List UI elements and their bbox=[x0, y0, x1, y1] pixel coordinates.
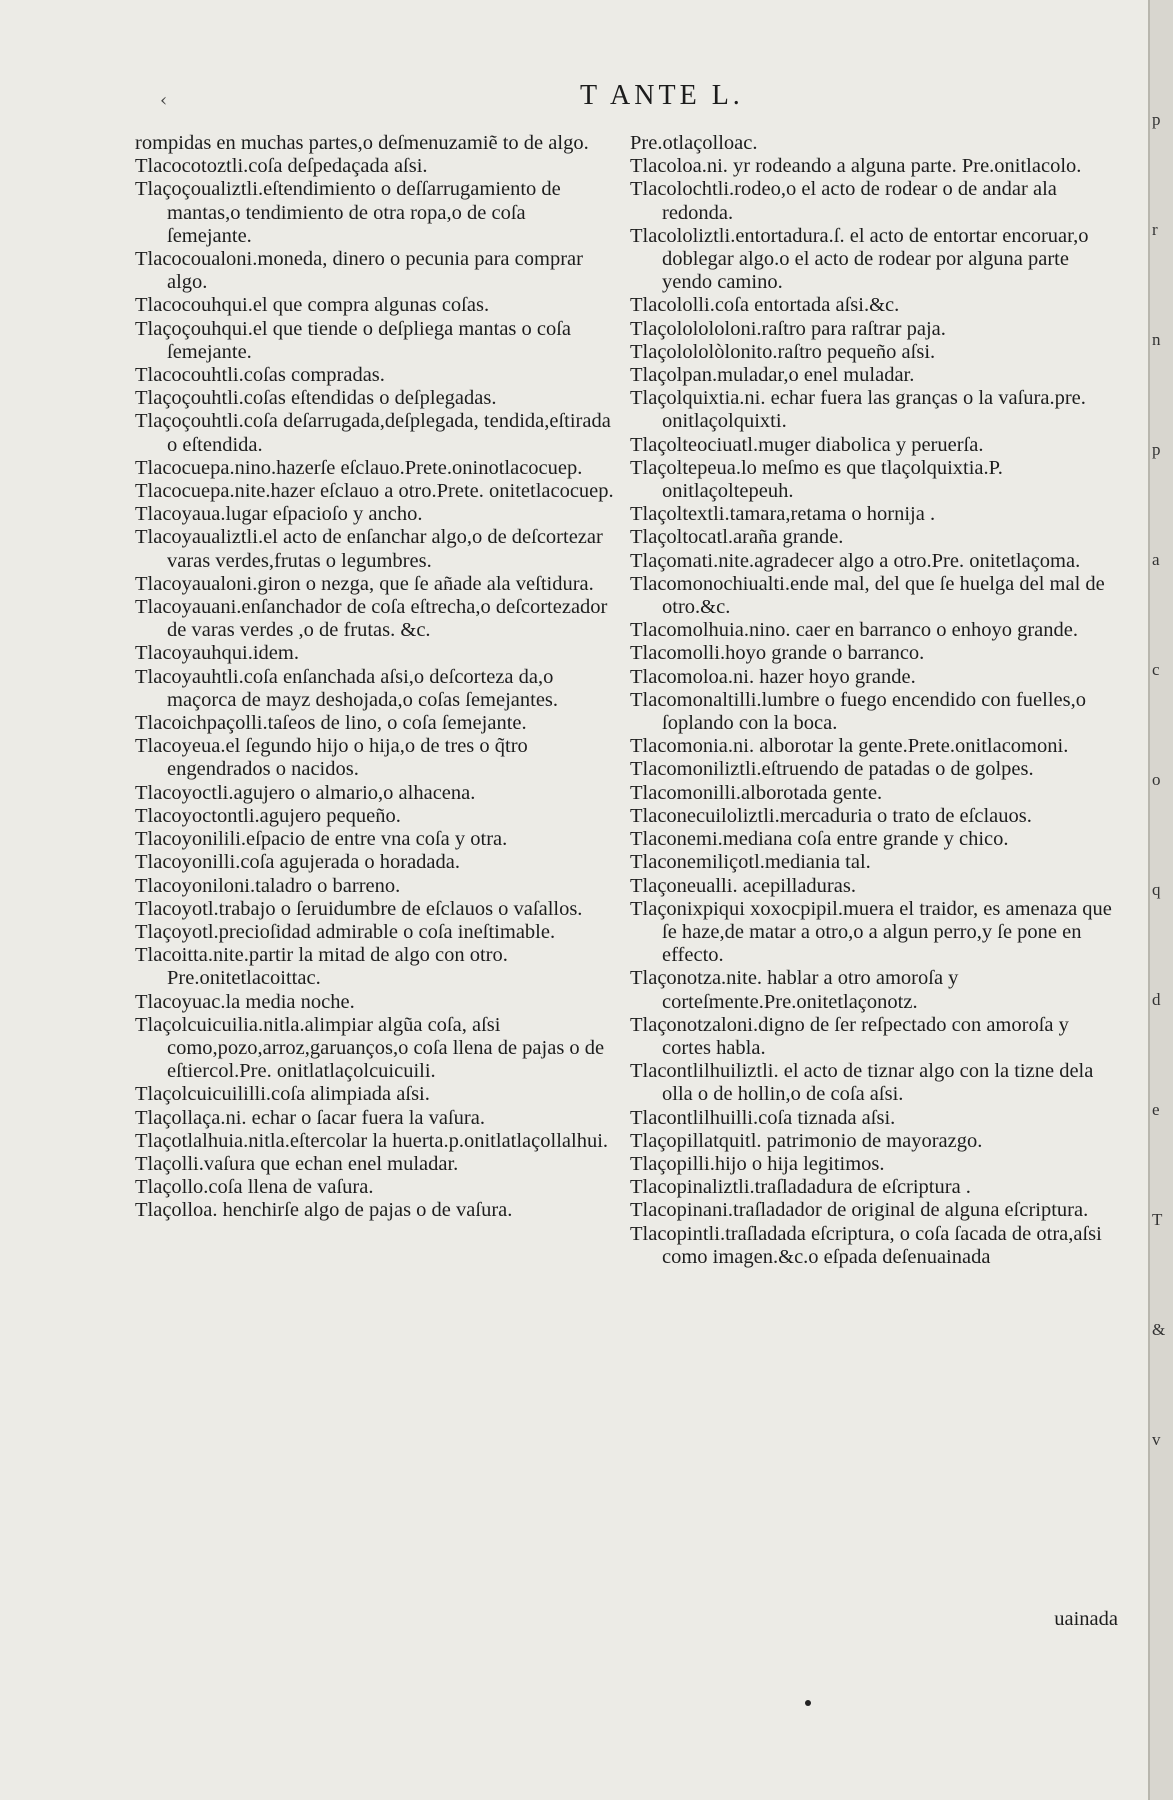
dictionary-entry: Tlacomonochiualti.ende mal, del que ſe huelga del mal de otro.&c. bbox=[630, 572, 1105, 619]
dictionary-entry: Pre.otlaçolloac. bbox=[630, 132, 758, 154]
dictionary-entry: Tlacoyuac.la media noche. bbox=[135, 990, 355, 1013]
dictionary-entry: Tlacocuepa.nino.hazerſe eſclauo.Prete.oninotlacocuep. bbox=[135, 456, 583, 479]
dictionary-entry: Tlaçomati.nite.agradecer algo a otro.Pre. onitetlaçoma. bbox=[630, 549, 1081, 572]
dictionary-entry: Tlacontlilhuiliztli. el acto de tiznar algo con la tizne dela olla o de hollin,o de coſa aſsi. bbox=[630, 1060, 1094, 1106]
dictionary-entry: Tlaçollaça.ni. echar o ſacar fuera la vaſura. bbox=[135, 1106, 485, 1129]
dictionary-entry: Tlacontlilhuilli.coſa tiznada aſsi. bbox=[630, 1106, 896, 1129]
dictionary-entry: Tlaconemiliçotl.mediania tal. bbox=[630, 851, 871, 874]
dictionary-entry: Tlaçoçouhtli.coſa deſarrugada,deſplegada, tendida,eſtirada o eſtendida. bbox=[135, 410, 611, 456]
dictionary-entry: Tlaçoçouhqui.el que tiende o deſpliega mantas o coſa ſemejante. bbox=[135, 317, 572, 363]
catchword: uainada bbox=[1054, 1608, 1118, 1630]
dictionary-entry: Tlacoyeua.el ſegundo hijo o hija,o de tres o q̃tro engendrados o nacidos. bbox=[135, 735, 528, 781]
dictionary-entry: Tlaçoyotl.precioſidad admirable o coſa ineſtimable. bbox=[135, 920, 556, 943]
dictionary-entry: Tlacoyonilli.coſa agujerada o horadada. bbox=[135, 851, 461, 874]
dictionary-entry: Tlaconemi.mediana coſa entre grande y chico. bbox=[630, 828, 1009, 851]
dictionary-entry: Tlacololiztli.entortadura.ſ. el acto de entortar encoruar,o doblegar algo.o el acto de rodear por alguna parte yendo camino. bbox=[630, 224, 1089, 294]
dictionary-entry: Tlaçolcuicuilia.nitla.alimpiar algũa coſa, aſsi como,pozo,arroz,garuanços,o coſa llena de pajas o de eſtiercol.Pre. onitlatlaçolcuicuili. bbox=[135, 1013, 605, 1083]
dictionary-entry: Tlacoyaualoni.giron o nezga, que ſe añade ala veſtidura. bbox=[135, 572, 594, 595]
dictionary-entry: Tlaçoltocatl.araña grande. bbox=[630, 526, 844, 549]
adjacent-page-edge bbox=[1148, 0, 1173, 1800]
dictionary-entry: Tlacomolli.hoyo grande o barranco. bbox=[630, 642, 925, 665]
printer-mark-dot bbox=[805, 1700, 811, 1706]
dictionary-entry: Tlacolochtli.rodeo,o el acto de rodear o de andar ala redonda. bbox=[630, 178, 1057, 224]
dictionary-entry: Tlaçolquixtia.ni. echar fuera las granças o la vaſura.pre. onitlaçolquixti. bbox=[630, 387, 1086, 433]
dictionary-entry: Tlacoloa.ni. yr rodeando a alguna parte. Pre.onitlacolo. bbox=[630, 155, 1082, 178]
edge-fragment: q bbox=[1152, 880, 1161, 899]
dictionary-entry: Tlacocouhqui.el que compra algunas coſas. bbox=[135, 294, 490, 317]
edge-fragment: c bbox=[1152, 660, 1160, 679]
dictionary-entry: Tlacopinani.traſladador de original de alguna eſcriptura. bbox=[630, 1199, 1089, 1222]
dictionary-entry: Tlaconecuiloliztli.mercaduria o trato de eſclauos. bbox=[630, 804, 1032, 827]
dictionary-entry: Tlacoyaua.lugar eſpacioſo y ancho. bbox=[135, 503, 423, 526]
dictionary-entry: Tlacoyaualiztli.el acto de enſanchar algo,o de deſcortezar varas verdes,frutas o legumbres. bbox=[135, 526, 603, 572]
dictionary-entry: Tlacoyoctontli.agujero pequeño. bbox=[135, 804, 401, 827]
dictionary-entry: Tlaçolololòlonito.raſtro pequeño aſsi. bbox=[630, 340, 936, 363]
dictionary-entry: Tlaçopillatquitl. patrimonio de mayorazgo. bbox=[630, 1129, 983, 1152]
running-header bbox=[0, 80, 1148, 120]
dictionary-entry: Tlacomoloa.ni. hazer hoyo grande. bbox=[630, 665, 916, 688]
page-title: T ANTE L. bbox=[580, 80, 744, 111]
dictionary-entry: Tlacoyotl.trabajo o ſeruidumbre de eſclauos o vaſallos. bbox=[135, 897, 583, 920]
dictionary-entry: Tlacomoniliztli.eſtruendo de patadas o de golpes. bbox=[630, 758, 1034, 781]
dictionary-entry: Tlacocoualoni.moneda, dinero o pecunia para comprar algo. bbox=[135, 248, 583, 294]
edge-fragment: p bbox=[1152, 110, 1161, 129]
dictionary-entry: Tlacocuepa.nite.hazer eſclauo a otro.Prete. onitetlacocuep. bbox=[135, 480, 614, 503]
dictionary-entry: Tlaçopilli.hijo o hija legitimos. bbox=[630, 1152, 885, 1175]
dictionary-entry: Tlacocouhtli.coſas compradas. bbox=[135, 364, 385, 387]
dictionary-entry: Tlacopintli.traſladada eſcriptura, o coſa ſacada de otra,aſsi como imagen.&c.o eſpada deſenuainada bbox=[630, 1222, 1102, 1268]
dictionary-entry: Tlaçoçoualiztli.eſtendimiento o deſſarrugamiento de mantas,o tendimiento de otra ropa,o de coſa ſemejante. bbox=[135, 178, 561, 247]
dictionary-entry: Tlaçolloa. henchirſe algo de pajas o de vaſura. bbox=[135, 1199, 513, 1222]
dictionary-entry: rompidas en muchas partes,o deſmenuzamiẽ to de algo. bbox=[135, 132, 589, 154]
dictionary-entry: Tlacoyoniloni.taladro o barreno. bbox=[135, 874, 401, 897]
edge-fragment: e bbox=[1152, 1100, 1160, 1119]
edge-fragment: d bbox=[1152, 990, 1161, 1009]
edge-fragment: v bbox=[1152, 1430, 1161, 1449]
edge-fragment: o bbox=[1152, 770, 1161, 789]
dictionary-entry: Tlaçonotzaloni.digno de ſer reſpectado con amoroſa y cortes habla. bbox=[630, 1013, 1069, 1059]
dictionary-entry: Tlaçololololoni.raſtro para raſtrar paja. bbox=[630, 317, 946, 340]
dictionary-entry: Tlacopinaliztli.traſladadura de eſcriptura . bbox=[630, 1176, 971, 1199]
dictionary-entry: Tlacololli.coſa entortada aſsi.&c. bbox=[630, 294, 900, 317]
edge-fragment: a bbox=[1152, 550, 1160, 569]
dictionary-entry: Tlaçoneualli. acepilladuras. bbox=[630, 874, 856, 897]
dictionary-entry: Tlaçoltepeua.lo meſmo es que tlaçolquixtia.P. onitlaçoltepeuh. bbox=[630, 456, 1003, 503]
dictionary-entry: Tlaçotlalhuia.nitla.eſtercolar la huerta.p.onitlatlaçollalhui. bbox=[135, 1129, 609, 1152]
dictionary-entry: Tlacomolhuia.nino. caer en barranco o enhoyo grande. bbox=[630, 619, 1078, 642]
dictionary-entry: Tlacoitta.nite.partir la mitad de algo con otro. Pre.onitetlacoittac. bbox=[135, 944, 508, 990]
dictionary-entry: Tlacoichpaçolli.taſeos de lino, o coſa ſemejante. bbox=[135, 712, 527, 735]
left-column bbox=[135, 132, 615, 1223]
dictionary-entry: Tlacoyonilili.eſpacio de entre vna coſa y otra. bbox=[135, 828, 508, 851]
edge-fragment: n bbox=[1152, 330, 1161, 349]
dictionary-entry: Tlaçolcuicuililli.coſa alimpiada aſsi. bbox=[135, 1083, 430, 1106]
dictionary-entry: Tlacoyauani.enſanchador de coſa eſtrecha,o deſcortezador de varas verdes ,o de frutas. &c. bbox=[135, 596, 608, 642]
header-marker: ‹ bbox=[160, 90, 168, 111]
dictionary-entry: Tlacocotoztli.coſa deſpedaçada aſsi. bbox=[135, 155, 428, 178]
dictionary-entry: Tlaçonotza.nite. hablar a otro amoroſa y corteſmente.Pre.onitetlaçonotz. bbox=[630, 967, 959, 1013]
dictionary-entry: Tlacomonia.ni. alborotar la gente.Prete.onitlacomoni. bbox=[630, 735, 1069, 758]
dictionary-entry: Tlacoyauhtli.coſa enſanchada aſsi,o deſcorteza da,o maçorca de mayz deshojada,o coſas ſemejantes. bbox=[135, 665, 559, 711]
edge-fragment: & bbox=[1152, 1320, 1166, 1339]
right-column bbox=[630, 132, 1120, 1269]
edge-fragment: p bbox=[1152, 440, 1161, 459]
dictionary-entry: Tlacomonilli.alborotada gente. bbox=[630, 781, 883, 804]
dictionary-entry: Tlaçolpan.muladar,o enel muladar. bbox=[630, 364, 915, 387]
dictionary-entry: Tlaçolli.vaſura que echan enel muladar. bbox=[135, 1152, 459, 1175]
dictionary-entry: Tlaçoçouhtli.coſas eſtendidas o deſplegadas. bbox=[135, 387, 497, 410]
dictionary-entry: Tlaçonixpiqui xoxocpipil.muera el traidor, es amenaza que ſe haze,de matar a otro,o a algun perro,y ſe pone en effecto. bbox=[630, 897, 1112, 967]
dictionary-entry: Tlaçoltextli.tamara,retama o hornija . bbox=[630, 503, 936, 526]
edge-fragment: r bbox=[1152, 220, 1158, 239]
dictionary-entry: Tlacomonaltilli.lumbre o fuego encendido con fuelles,o ſoplando con la boca. bbox=[630, 688, 1086, 735]
dictionary-entry: Tlacoyauhqui.idem. bbox=[135, 642, 299, 665]
edge-fragment: T bbox=[1152, 1210, 1163, 1229]
dictionary-entry: Tlaçolteociuatl.muger diabolica y peruerſa. bbox=[630, 433, 984, 456]
dictionary-entry: Tlaçollo.coſa llena de vaſura. bbox=[135, 1176, 374, 1199]
dictionary-entry: Tlacoyoctli.agujero o almario,o alhacena. bbox=[135, 781, 476, 804]
